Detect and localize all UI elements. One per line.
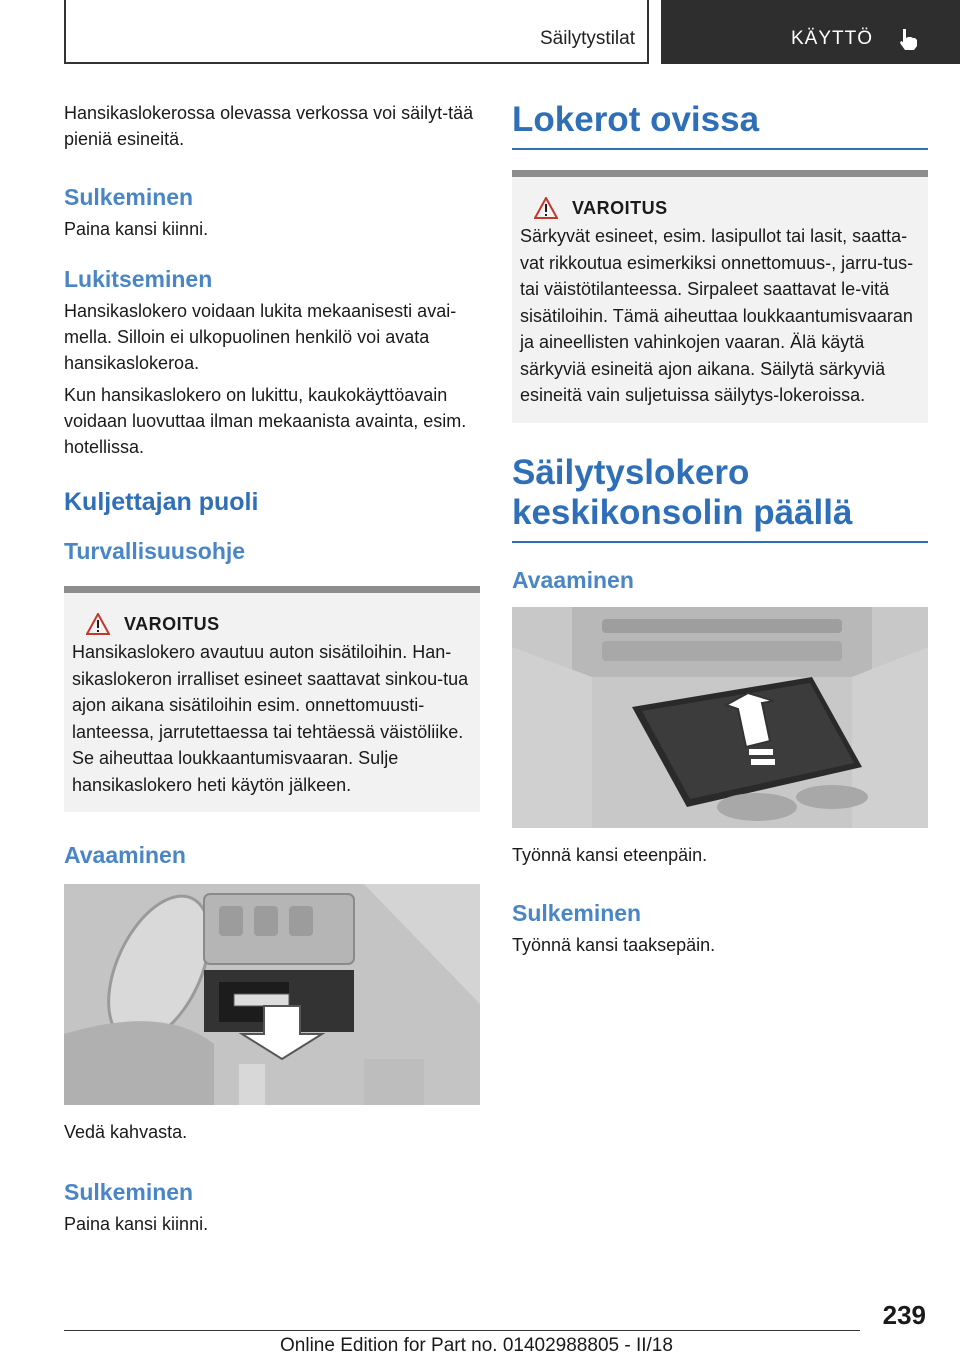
warning-text: Hansikaslokero avautuu auton sisätiloihin. Han-sikaslokeron irralliset esineet saattavat sinkou-tua ajon aikana sisätiloihin esim. onnettomuusti-lanteessa, jarrutettaessa tai tehtäessä väistöliike. Se aiheuttaa loukkaantumisvaaran. Sulje hansikaslokero heti käytön jälkeen. [72,642,469,795]
driver-side-heading: Kuljettajan puoli [64,488,259,516]
console-compartment-illustration [512,607,928,828]
locking-text-2: Kun hansikaslokero on lukittu, kaukokäyttöavain voidaan luovuttaa ilman mekaanista avainta, esim. hotellissa. [64,385,467,457]
closing-heading-2: Sulkeminen [64,1179,194,1205]
locking-heading: Lukitseminen [64,266,213,292]
closing-text: Paina kansi kiinni. [64,219,209,239]
footer-edition [280,1335,673,1357]
console-opening-caption: Työnnä kansi eteenpäin. [512,844,708,865]
right-column [512,100,928,968]
door-compartments-heading: Lokerot ovissa [512,100,928,150]
footer-divider [64,1330,860,1331]
warning-title: VAROITUS [572,197,668,218]
header-section-title: Säilytystilat [539,28,635,49]
opening-caption: Vedä kahvasta. [64,1122,188,1142]
header-chapter-title: KÄYTTÖ [791,28,874,49]
header-section-tab [64,0,649,64]
intro-text: Hansikaslokerossa olevassa verkossa voi säilyt-tää pieniä esineitä. [64,103,474,149]
warning-text: Särkyvät esineet, esim. lasipullot tai lasit, saatta-vat rikkoutua esimerkiksi onnettomuus-, jarru-tus- tai väistötilanteessa. Sirpaleet saattavat le-vitä sisätiloihin. Tämä aiheuttaa loukkaantumisvaaran ja aineellisten vahinkojen vaaran. Älä käytä särkyviä esineitä ajon aikana. Säilytä särkyviä esineitä vain suljetuissa säilytys-lokeroissa. [520,226,914,405]
warning-box-doors [512,170,928,423]
warning-triangle-icon [86,613,110,635]
edition-text: Online Edition for Part no. 01402988805 - II/18 [280,1335,673,1356]
console-closing-heading: Sulkeminen [512,899,642,926]
left-column [64,100,480,1247]
warning-triangle-icon [534,197,558,219]
center-console-heading: Säilytyslokero keskikonsolin päällä [512,453,928,543]
warning-box [64,586,480,812]
opening-heading: Avaaminen [64,842,186,868]
closing-heading: Sulkeminen [64,184,194,210]
header-chapter-tab [661,0,960,64]
warning-title: VAROITUS [124,613,220,634]
safety-heading: Turvallisuusohje [64,538,246,564]
glovebox-opening-illustration [64,884,480,1105]
closing-text-2: Paina kansi kiinni. [64,1214,209,1234]
console-closing-text: Työnnä kansi taaksepäin. [512,934,716,955]
locking-text-1: Hansikaslokero voidaan lukita mekaanisesti avai-mella. Silloin ei ulkopuolinen henkilö voi avata hansikaslokeroa. [64,301,457,373]
console-opening-heading: Avaaminen [512,566,634,593]
hand-pointer-icon [895,26,921,52]
page-number: 239 [882,1300,926,1330]
